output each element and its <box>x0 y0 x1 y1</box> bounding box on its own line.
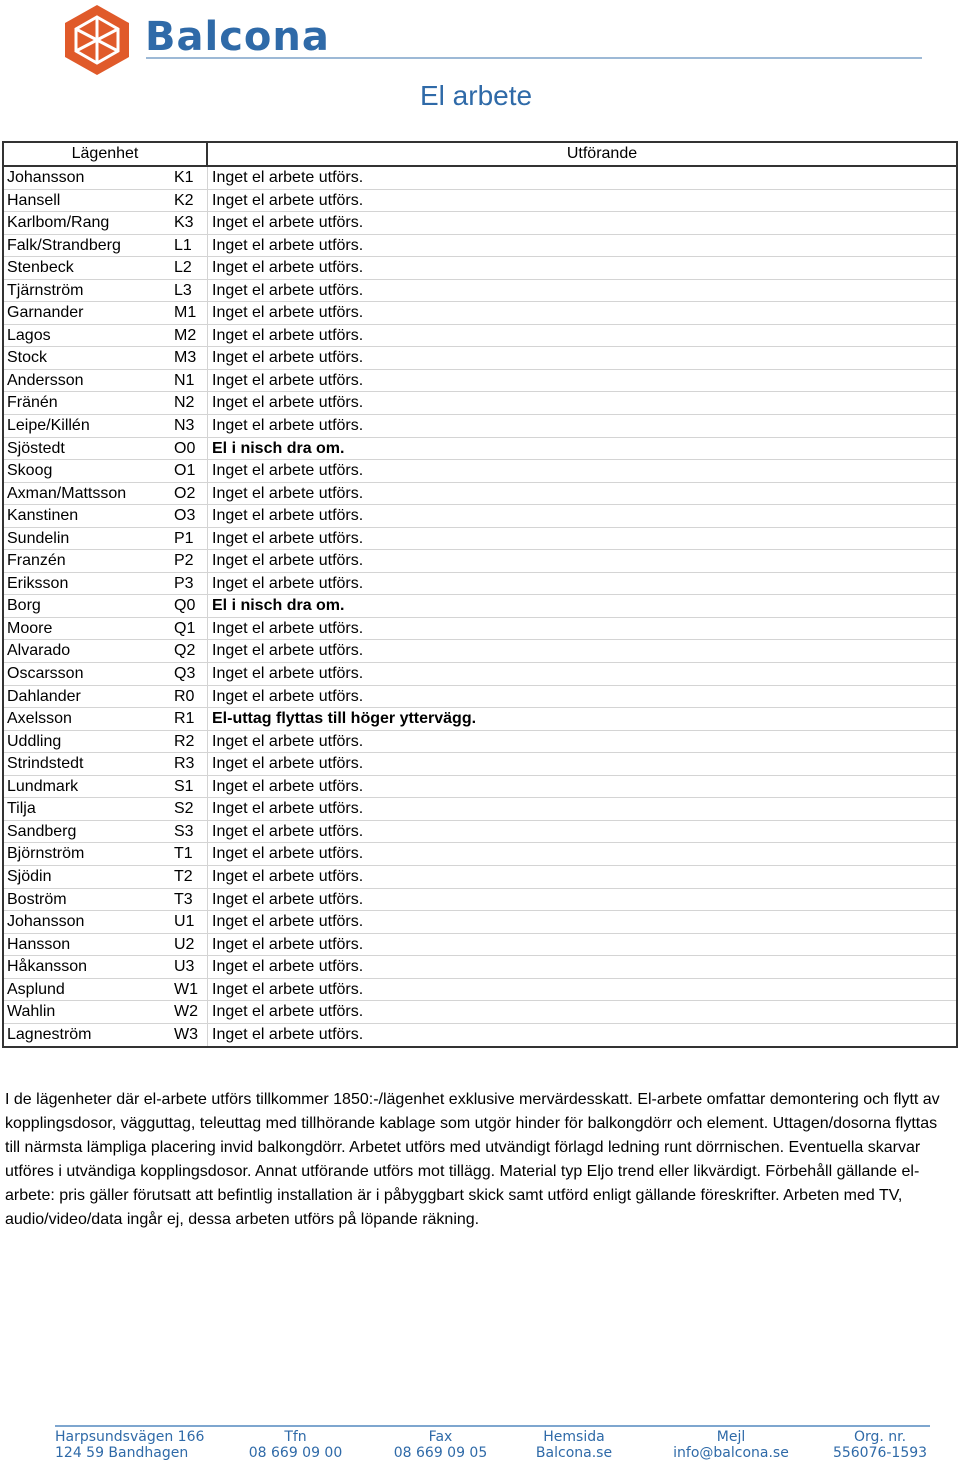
table-row <box>4 731 956 754</box>
work-description: Inget el arbete utförs. <box>212 326 364 344</box>
tenant-name: Johansson <box>7 913 85 931</box>
work-description: Inget el arbete utförs. <box>212 822 364 840</box>
apartment-code: M3 <box>171 347 208 369</box>
tenant-name: Tilja <box>7 800 36 818</box>
tenant-name: Boström <box>7 890 67 908</box>
table-row <box>4 370 956 393</box>
tenant-name: Uddling <box>7 732 62 750</box>
electrical-work-table <box>2 141 958 1048</box>
work-description: El i nisch dra om. <box>212 439 345 457</box>
work-description: Inget el arbete utförs. <box>212 552 364 570</box>
apartment-code: S1 <box>171 776 208 798</box>
footer-address-value: 124 59 Bandhagen <box>55 1445 189 1461</box>
apartment-code: N1 <box>171 370 208 392</box>
table-row <box>4 618 956 641</box>
work-description: Inget el arbete utförs. <box>212 867 364 885</box>
column-header-apartment: Lägenhet <box>4 143 208 165</box>
apartment-code: T3 <box>171 889 208 911</box>
apartment-code: N3 <box>171 415 208 437</box>
table-row <box>4 483 956 506</box>
footer-divider <box>55 1425 930 1427</box>
tenant-name: Garnander <box>7 304 84 322</box>
apartment-code: T2 <box>171 866 208 888</box>
tenant-name: Moore <box>7 619 53 637</box>
table-row <box>4 392 956 415</box>
footer-phone <box>248 1429 343 1461</box>
tenant-name: Falk/Strandberg <box>7 236 121 254</box>
apartment-code: Q0 <box>171 595 208 617</box>
table-row <box>4 843 956 866</box>
apartment-code: M1 <box>171 302 208 324</box>
footer-web-value: Balcona.se <box>535 1445 613 1461</box>
table-row <box>4 798 956 821</box>
header-divider <box>146 57 922 59</box>
table-row <box>4 979 956 1002</box>
work-description: Inget el arbete utförs. <box>212 687 364 705</box>
tenant-name: Wahlin <box>7 1003 56 1021</box>
table-row <box>4 460 956 483</box>
apartment-code: R3 <box>171 753 208 775</box>
apartment-code: L3 <box>171 280 208 302</box>
table-row <box>4 866 956 889</box>
apartment-code: R2 <box>171 731 208 753</box>
table-header <box>4 143 956 167</box>
work-description: Inget el arbete utförs. <box>212 214 364 232</box>
apartment-code: U1 <box>171 911 208 933</box>
work-description: Inget el arbete utförs. <box>212 913 364 931</box>
tenant-name: Oscarsson <box>7 665 84 683</box>
work-description: Inget el arbete utförs. <box>212 845 364 863</box>
tenant-name: Borg <box>7 597 41 615</box>
table-row <box>4 438 956 461</box>
table-row <box>4 257 956 280</box>
table-row <box>4 956 956 979</box>
table-row <box>4 235 956 258</box>
tenant-name: Karlbom/Rang <box>7 214 110 232</box>
tenant-name: Sjödin <box>7 867 52 885</box>
table-row <box>4 190 956 213</box>
work-description: Inget el arbete utförs. <box>212 755 364 773</box>
tenant-name: Sundelin <box>7 529 70 547</box>
work-description: Inget el arbete utförs. <box>212 1003 364 1021</box>
apartment-code: P1 <box>171 528 208 550</box>
work-description: Inget el arbete utförs. <box>212 169 364 186</box>
tenant-name: Axman/Mattsson <box>7 484 127 502</box>
footer-fax-label: Fax <box>428 1429 453 1445</box>
table-row <box>4 911 956 934</box>
work-description: Inget el arbete utförs. <box>212 259 364 277</box>
footer-phone-label: Tfn <box>284 1429 307 1445</box>
work-description: Inget el arbete utförs. <box>212 777 364 795</box>
table-row <box>4 505 956 528</box>
work-description: Inget el arbete utförs. <box>212 1025 364 1043</box>
tenant-name: Stenbeck <box>7 259 74 277</box>
apartment-code: Q1 <box>171 618 208 640</box>
work-description: Inget el arbete utförs. <box>212 890 364 908</box>
terms-paragraph: I de lägenheter där el-arbete utförs tillkommer 1850:-/lägenhet exklusive mervärdesskatt. El-arbete omfattar demontering och flytt av kopplingsdosor, vägguttag, teleuttag med tillhörande kablage som utgör hinder för balkongdörr och element. Uttagen/dosorna flyttas till närmsta lämpliga placering invid balkongdörr. Arbetet utförs med utvändigt förlagd ledning runt dörrnischen. Eventuella skarvar utföres i utvändiga kopplingsdosor. Annat utförande utförs mot tillägg. Material typ Eljo trend eller likvärdigt. Förbehåll gällande el-arbete: pris gäller förutsatt att befintlig installation är i påbyggbart skick samt utförd enligt gällande föreskrifter. Arbeten med TV, audio/video/data ingår ej, dessa arbeten utförs på löpande räkning. <box>5 1091 940 1228</box>
tenant-name: Lundmark <box>7 777 79 795</box>
work-description: Inget el arbete utförs. <box>212 529 364 547</box>
apartment-code: S2 <box>171 798 208 820</box>
work-description: Inget el arbete utförs. <box>212 619 364 637</box>
work-description: Inget el arbete utförs. <box>212 800 364 818</box>
table-row <box>4 776 956 799</box>
tenant-name: Hansell <box>7 191 61 209</box>
apartment-code: O3 <box>171 505 208 527</box>
table-row <box>4 573 956 596</box>
balcona-logo-icon <box>60 3 134 77</box>
tenant-name: Lagos <box>7 326 51 344</box>
tenant-name: Eriksson <box>7 574 69 592</box>
footer-mail-value: info@balcona.se <box>673 1445 789 1461</box>
footer-phone-value: 08 669 09 00 <box>248 1445 343 1461</box>
apartment-code: S3 <box>171 821 208 843</box>
table-row <box>4 889 956 912</box>
tenant-name: Axelsson <box>7 710 72 728</box>
tenant-name: Andersson <box>7 371 84 389</box>
table-row <box>4 686 956 709</box>
work-description: Inget el arbete utförs. <box>212 484 364 502</box>
work-description: Inget el arbete utförs. <box>212 958 364 976</box>
work-description: Inget el arbete utförs. <box>212 642 364 660</box>
table-row <box>4 934 956 957</box>
work-description: Inget el arbete utförs. <box>212 507 364 525</box>
work-description: Inget el arbete utförs. <box>212 417 364 435</box>
footer-mail <box>670 1429 792 1461</box>
work-description: Inget el arbete utförs. <box>212 371 364 389</box>
tenant-name: Franzén <box>7 552 66 570</box>
work-description: Inget el arbete utförs. <box>212 349 364 367</box>
table-row <box>4 528 956 551</box>
footer-address-label: Harpsundsvägen 166 <box>55 1429 205 1445</box>
table-row <box>4 280 956 303</box>
table-row <box>4 821 956 844</box>
tenant-name: Tjärnström <box>7 281 84 299</box>
apartment-code: W2 <box>171 1001 208 1023</box>
work-description: Inget el arbete utförs. <box>212 394 364 412</box>
footer-fax <box>393 1429 488 1461</box>
tenant-name: Asplund <box>7 980 65 998</box>
table-row <box>4 302 956 325</box>
table-row <box>4 663 956 686</box>
apartment-code: W3 <box>171 1024 208 1047</box>
tenant-name: Leipe/Killén <box>7 417 90 435</box>
footer-web-label: Hemsida <box>543 1429 605 1445</box>
tenant-name: Sandberg <box>7 822 77 840</box>
tenant-name: Strindstedt <box>7 755 84 773</box>
table-row <box>4 595 956 618</box>
tenant-name: Lagneström <box>7 1025 92 1043</box>
apartment-code: R0 <box>171 686 208 708</box>
apartment-code: Q2 <box>171 640 208 662</box>
brand-name: Balcona <box>145 14 330 60</box>
work-description: Inget el arbete utförs. <box>212 191 364 209</box>
apartment-code: P3 <box>171 573 208 595</box>
tenant-name: Sjöstedt <box>7 439 65 457</box>
apartment-code: M2 <box>171 325 208 347</box>
footer-org <box>830 1429 930 1461</box>
table-body <box>4 167 956 1046</box>
apartment-code: O0 <box>171 438 208 460</box>
table-row <box>4 1024 956 1047</box>
work-description: Inget el arbete utförs. <box>212 665 364 683</box>
column-header-execution: Utförande <box>566 145 638 162</box>
work-description: Inget el arbete utförs. <box>212 281 364 299</box>
apartment-code: O1 <box>171 460 208 482</box>
table-row <box>4 415 956 438</box>
apartment-code: L1 <box>171 235 208 257</box>
tenant-name: Johansson <box>7 169 85 186</box>
footer-fax-value: 08 669 09 05 <box>393 1445 488 1461</box>
apartment-code: L2 <box>171 257 208 279</box>
tenant-name: Hansson <box>7 935 71 953</box>
work-description: Inget el arbete utförs. <box>212 980 364 998</box>
table-row <box>4 325 956 348</box>
page-title: El arbete <box>420 80 533 111</box>
apartment-code: K3 <box>171 212 208 234</box>
table-row <box>4 212 956 235</box>
tenant-name: Stock <box>7 349 48 367</box>
apartment-code: K2 <box>171 190 208 212</box>
table-row <box>4 167 956 190</box>
apartment-code: U2 <box>171 934 208 956</box>
tenant-name: Håkansson <box>7 958 88 976</box>
work-description: Inget el arbete utförs. <box>212 574 364 592</box>
tenant-name: Fränén <box>7 394 58 412</box>
apartment-code: T1 <box>171 843 208 865</box>
work-description: El i nisch dra om. <box>212 597 345 615</box>
tenant-name: Skoog <box>7 462 53 480</box>
work-description: Inget el arbete utförs. <box>212 462 364 480</box>
apartment-code: U3 <box>171 956 208 978</box>
footer-address <box>55 1429 204 1461</box>
work-description: Inget el arbete utförs. <box>212 732 364 750</box>
work-description: Inget el arbete utförs. <box>212 935 364 953</box>
footer-org-label: Org. nr. <box>853 1429 907 1445</box>
tenant-name: Björnström <box>7 845 85 863</box>
apartment-code: P2 <box>171 550 208 572</box>
apartment-code: Q3 <box>171 663 208 685</box>
table-row <box>4 708 956 731</box>
tenant-name: Dahlander <box>7 687 81 705</box>
table-row <box>4 1001 956 1024</box>
table-row <box>4 347 956 370</box>
apartment-code: O2 <box>171 483 208 505</box>
apartment-code: K1 <box>171 167 208 189</box>
table-row <box>4 753 956 776</box>
tenant-name: Kanstinen <box>7 507 79 525</box>
table-row <box>4 550 956 573</box>
footer-org-value: 556076-1593 <box>832 1445 928 1461</box>
apartment-code: R1 <box>171 708 208 730</box>
tenant-name: Alvarado <box>7 642 71 660</box>
footer-mail-label: Mejl <box>716 1429 746 1445</box>
table-row <box>4 640 956 663</box>
apartment-code: W1 <box>171 979 208 1001</box>
footer-web <box>534 1429 614 1461</box>
work-description: El-uttag flyttas till höger yttervägg. <box>212 710 477 728</box>
work-description: Inget el arbete utförs. <box>212 304 364 322</box>
work-description: Inget el arbete utförs. <box>212 236 364 254</box>
apartment-code: N2 <box>171 392 208 414</box>
